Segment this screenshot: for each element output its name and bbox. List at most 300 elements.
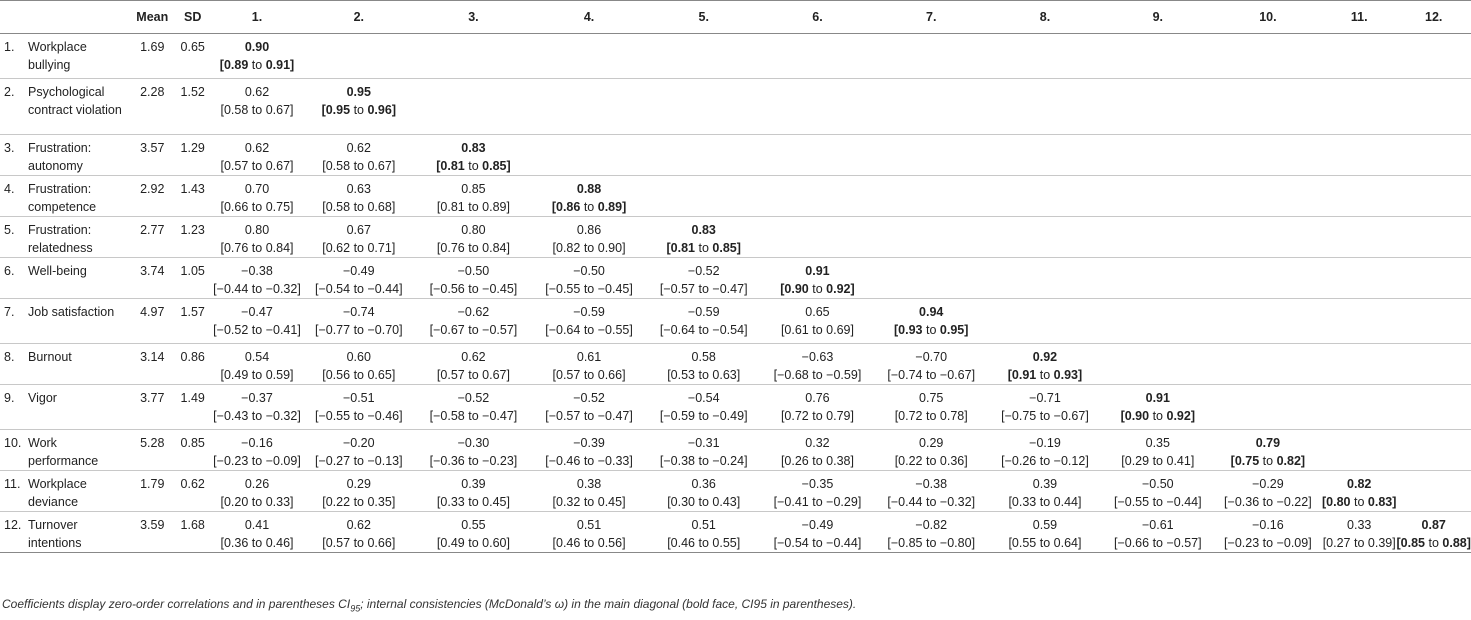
correlation-cell — [988, 471, 1102, 512]
confidence-interval: [0.56 to 0.65] — [322, 368, 396, 382]
coefficient: −0.70 — [915, 350, 948, 364]
coefficient: 0.58 — [691, 350, 716, 364]
ci-upper: −0.47 — [712, 282, 745, 296]
ci-lower: −0.77 — [318, 323, 351, 337]
ci-upper: 0.83 — [1367, 495, 1393, 509]
coefficient: −0.54 — [687, 391, 720, 405]
correlation-cell — [761, 430, 875, 471]
ci-separator: to — [1039, 454, 1051, 468]
coefficient: −0.19 — [1029, 436, 1061, 450]
coefficient: −0.52 — [687, 264, 720, 278]
ci-lower: −0.64 — [663, 323, 696, 337]
row-label — [0, 176, 131, 217]
ci-lower: −0.74 — [890, 368, 923, 382]
ci-separator: to — [698, 241, 709, 255]
ci-separator: to — [1262, 536, 1274, 550]
correlation-cell — [1322, 512, 1396, 553]
ci-lower: 0.57 — [440, 368, 465, 382]
coefficient: 0.39 — [461, 477, 486, 491]
correlation-cell — [302, 430, 416, 471]
ci-upper: −0.46 — [367, 409, 400, 423]
row-index: 7. — [4, 305, 15, 319]
confidence-interval: [0.81 to 0.85] — [666, 241, 741, 255]
correlation-cell — [302, 344, 416, 385]
sd-value: 1.43 — [180, 182, 205, 196]
ci-separator: to — [583, 454, 595, 468]
ci-lower: −0.55 — [548, 282, 581, 296]
mean-value: 1.69 — [140, 40, 165, 54]
correlation-cell — [302, 512, 416, 553]
column-header: 10. — [1259, 10, 1277, 24]
ci-upper: 0.44 — [1053, 495, 1079, 509]
empty-cell — [1322, 385, 1396, 430]
coefficient: 0.85 — [461, 182, 486, 196]
ci-upper: 0.56 — [597, 536, 623, 550]
confidence-interval: [0.32 to 0.45] — [552, 495, 626, 509]
column-header: 9. — [1152, 10, 1164, 24]
empty-cell — [874, 176, 988, 217]
confidence-interval: [−0.26 to −0.12] — [1001, 454, 1089, 468]
ci-separator: to — [1428, 536, 1439, 550]
correlation-cell — [416, 512, 532, 553]
correlation-cell — [531, 299, 647, 344]
correlation-cell — [212, 135, 302, 176]
reliability-cell — [1102, 385, 1214, 430]
coefficient: 0.91 — [805, 264, 830, 278]
row-variable-name: Frustration: autonomy — [28, 141, 92, 173]
confidence-interval: [−0.58 to −0.47] — [429, 409, 518, 423]
empty-cell — [988, 79, 1102, 135]
ci-upper: 0.55 — [712, 536, 737, 550]
ci-upper: −0.32 — [265, 409, 298, 423]
coefficient: −0.20 — [342, 436, 375, 450]
ci-separator: to — [353, 454, 364, 468]
ci-separator: to — [468, 409, 479, 423]
ci-upper: 0.92 — [1166, 409, 1191, 423]
row-variable-name: Workplace bullying — [28, 40, 87, 72]
coefficient: 0.91 — [1145, 391, 1170, 405]
ci-upper: 0.60 — [482, 536, 507, 550]
empty-cell — [874, 258, 988, 299]
row-variable-name: Vigor — [28, 391, 57, 405]
mean-value: 4.97 — [140, 305, 165, 319]
correlation-cell — [531, 217, 647, 258]
row-label — [0, 135, 131, 176]
coefficient: 0.51 — [576, 518, 602, 532]
ci-lower: −0.55 — [1117, 495, 1150, 509]
ci-upper: −0.49 — [712, 409, 745, 423]
correlation-cell — [302, 258, 416, 299]
confidence-interval: [−0.56 to −0.45] — [429, 282, 518, 296]
empty-cell — [1322, 79, 1396, 135]
ci-upper: −0.32 — [265, 282, 298, 296]
coefficient: −0.52 — [573, 391, 605, 405]
sd-value: 1.68 — [180, 518, 205, 532]
confidence-interval: [0.58 to 0.67] — [322, 159, 396, 173]
ci-upper: −0.09 — [1276, 536, 1309, 550]
ci-separator: to — [353, 495, 364, 509]
reliability-cell — [761, 258, 875, 299]
confidence-interval: [0.72 to 0.79] — [780, 409, 854, 423]
coefficient: −0.51 — [342, 391, 375, 405]
empty-cell — [1396, 135, 1471, 176]
empty-cell — [761, 34, 875, 79]
correlation-cell — [212, 176, 302, 217]
ci-upper: 0.64 — [1053, 536, 1079, 550]
ci-separator: to — [1039, 495, 1051, 509]
column-header: 3. — [468, 10, 479, 24]
coefficient: 0.55 — [461, 518, 486, 532]
ci-separator: to — [251, 282, 263, 296]
correlation-cell — [874, 385, 988, 430]
confidence-interval: [0.89 to 0.91] — [219, 58, 295, 72]
empty-cell — [1322, 258, 1396, 299]
correlation-cell — [988, 430, 1102, 471]
confidence-interval: [−0.57 to −0.47] — [659, 282, 748, 296]
ci-separator: to — [251, 103, 263, 117]
table-header — [0, 1, 1471, 34]
coefficient: 0.80 — [461, 223, 486, 237]
mean-value: 3.77 — [140, 391, 165, 405]
column-header: SD — [184, 10, 202, 24]
confidence-interval: [0.26 to 0.38] — [780, 454, 854, 468]
ci-upper: 0.89 — [482, 200, 507, 214]
ci-lower: −0.54 — [777, 536, 809, 550]
ci-lower: 0.58 — [325, 159, 351, 173]
empty-cell — [1396, 79, 1471, 135]
ci-separator: to — [251, 241, 263, 255]
empty-cell — [1322, 135, 1396, 176]
ci-lower: −0.75 — [1004, 409, 1037, 423]
table-row — [0, 258, 1471, 299]
ci-separator: to — [698, 454, 709, 468]
coefficient: 0.75 — [919, 391, 944, 405]
confidence-interval: [−0.55 to −0.44] — [1113, 495, 1202, 509]
ci-separator: to — [583, 241, 595, 255]
confidence-interval: [−0.23 to −0.09] — [213, 454, 301, 468]
confidence-interval: [−0.36 to −0.23] — [429, 454, 518, 468]
correlation-cell — [647, 430, 761, 471]
reliability-cell — [874, 299, 988, 344]
reliability-cell — [1322, 471, 1396, 512]
confidence-interval: [−0.38 to −0.24] — [659, 454, 748, 468]
ci-upper: 0.59 — [265, 368, 291, 382]
confidence-interval: [0.55 to 0.64] — [1008, 536, 1082, 550]
confidence-interval: [0.33 to 0.44] — [1008, 495, 1082, 509]
coefficient: −0.35 — [801, 477, 834, 491]
ci-upper: 0.66 — [367, 536, 392, 550]
correlation-cell — [416, 385, 532, 430]
correlation-cell — [212, 430, 302, 471]
ci-separator: to — [1039, 368, 1051, 382]
ci-upper: −0.70 — [367, 323, 400, 337]
coefficient: 0.29 — [346, 477, 371, 491]
confidence-interval: [0.58 to 0.68] — [322, 200, 396, 214]
ci-upper: 0.85 — [482, 159, 507, 173]
confidence-interval: [0.30 to 0.43] — [667, 495, 741, 509]
column-header: 12. — [1425, 10, 1443, 24]
ci-upper: 0.35 — [367, 495, 392, 509]
coefficient: 0.83 — [461, 141, 486, 155]
coefficient: −0.50 — [1141, 477, 1174, 491]
ci-upper: −0.44 — [1166, 495, 1199, 509]
confidence-interval: [−0.55 to −0.45] — [545, 282, 633, 296]
confidence-interval: [0.75 to 0.82] — [1230, 454, 1306, 468]
empty-cell — [988, 176, 1102, 217]
confidence-interval: [0.81 to 0.85] — [436, 159, 511, 173]
ci-upper: 0.65 — [367, 368, 392, 382]
ci-lower: 0.81 — [440, 200, 465, 214]
confidence-interval: [−0.52 to −0.41] — [213, 323, 301, 337]
row-index: 11. — [4, 477, 21, 491]
ci-lower: 0.58 — [325, 200, 351, 214]
ci-lower: 0.49 — [440, 536, 465, 550]
ci-separator: to — [251, 58, 263, 72]
confidence-interval: [0.80 to 0.83] — [1322, 495, 1397, 509]
coefficient: 0.79 — [1255, 436, 1281, 450]
row-index: 6. — [4, 264, 15, 278]
ci-separator: to — [1152, 536, 1164, 550]
coefficient: −0.38 — [241, 264, 273, 278]
correlation-cell — [647, 512, 761, 553]
ci-separator: to — [1039, 536, 1051, 550]
coefficient: −0.71 — [1029, 391, 1061, 405]
ci-lower: 0.85 — [1400, 536, 1426, 550]
coefficient: 0.36 — [691, 477, 716, 491]
empty-cell — [647, 135, 761, 176]
ci-separator: to — [698, 282, 709, 296]
ci-upper: −0.55 — [597, 323, 630, 337]
ci-separator: to — [468, 241, 479, 255]
confidence-interval: [0.72 to 0.78] — [894, 409, 968, 423]
ci-separator: to — [583, 200, 595, 214]
ci-upper: 0.88 — [1442, 536, 1467, 550]
correlation-cell — [416, 176, 532, 217]
empty-cell — [988, 34, 1102, 79]
empty-cell — [874, 135, 988, 176]
ci-lower: 0.62 — [325, 241, 351, 255]
ci-lower: 0.80 — [1326, 495, 1351, 509]
confidence-interval: [−0.55 to −0.46] — [314, 409, 403, 423]
row-index: 9. — [4, 391, 15, 405]
ci-separator: to — [583, 409, 595, 423]
ci-upper: −0.41 — [265, 323, 298, 337]
table-row — [0, 217, 1471, 258]
row-index: 2. — [4, 85, 15, 99]
ci-separator: to — [353, 159, 364, 173]
correlation-cell — [1102, 471, 1214, 512]
ci-separator: to — [251, 536, 263, 550]
column-header: 11. — [1350, 10, 1368, 24]
row-index: 5. — [4, 223, 15, 237]
confidence-interval: [0.95 to 0.96] — [321, 103, 396, 117]
ci-lower: −0.38 — [663, 454, 696, 468]
ci-separator: to — [251, 409, 263, 423]
confidence-interval: [−0.41 to −0.29] — [773, 495, 862, 509]
confidence-interval: [−0.44 to −0.32] — [887, 495, 976, 509]
ci-separator: to — [1039, 409, 1051, 423]
ci-lower: 0.72 — [784, 409, 809, 423]
empty-cell — [1214, 344, 1322, 385]
coefficient: −0.16 — [1252, 518, 1284, 532]
ci-upper: 0.67 — [265, 103, 291, 117]
ci-lower: −0.58 — [433, 409, 465, 423]
correlation-cell — [212, 512, 302, 553]
ci-separator: to — [583, 323, 595, 337]
row-label — [0, 471, 131, 512]
confidence-interval: [−0.67 to −0.57] — [429, 323, 518, 337]
correlation-cell — [988, 385, 1102, 430]
correlation-cell — [212, 344, 302, 385]
coefficient: −0.31 — [687, 436, 720, 450]
reliability-cell — [1214, 430, 1322, 471]
ci-separator: to — [468, 454, 479, 468]
ci-upper: −0.54 — [712, 323, 745, 337]
ci-upper: −0.67 — [939, 368, 972, 382]
ci-lower: 0.22 — [898, 454, 923, 468]
ci-separator: to — [698, 409, 709, 423]
ci-separator: to — [583, 495, 595, 509]
ci-lower: −0.54 — [318, 282, 351, 296]
empty-cell — [1322, 430, 1396, 471]
sd-value: 1.52 — [180, 85, 205, 99]
empty-cell — [1102, 79, 1214, 135]
ci-separator: to — [251, 368, 263, 382]
confidence-interval: [−0.27 to −0.13] — [314, 454, 403, 468]
row-variable-name: Workplace deviance — [28, 477, 87, 509]
ci-separator: to — [926, 409, 937, 423]
correlation-cell — [302, 299, 416, 344]
empty-cell — [1102, 176, 1214, 217]
ci-separator: to — [1354, 536, 1365, 550]
correlation-cell — [1102, 512, 1214, 553]
confidence-interval: [0.57 to 0.67] — [220, 159, 294, 173]
ci-separator: to — [468, 368, 479, 382]
correlation-cell — [212, 471, 302, 512]
coefficient: 0.65 — [805, 305, 830, 319]
empty-cell — [761, 79, 875, 135]
empty-cell — [647, 34, 761, 79]
confidence-interval: [0.46 to 0.56] — [552, 536, 626, 550]
ci-separator: to — [353, 536, 364, 550]
ci-lower: 0.72 — [898, 409, 923, 423]
coefficient: 0.94 — [919, 305, 944, 319]
ci-lower: −0.41 — [777, 495, 809, 509]
coefficient: 0.54 — [244, 350, 270, 364]
confidence-interval: [−0.75 to −0.67] — [1001, 409, 1089, 423]
coefficient: 0.61 — [576, 350, 602, 364]
empty-cell — [1214, 79, 1322, 135]
confidence-interval: [−0.59 to −0.49] — [659, 409, 748, 423]
ci-upper: −0.57 — [1166, 536, 1199, 550]
ci-separator: to — [353, 368, 364, 382]
row-label — [0, 299, 131, 344]
ci-upper: 0.84 — [265, 241, 291, 255]
mean-value: 2.77 — [140, 223, 165, 237]
row-variable-name: Burnout — [28, 350, 72, 364]
confidence-interval: [0.49 to 0.59] — [220, 368, 294, 382]
coefficient: −0.39 — [573, 436, 605, 450]
ci-upper: 0.45 — [597, 495, 623, 509]
sd-value: 1.05 — [180, 264, 205, 278]
ci-upper: −0.67 — [1053, 409, 1086, 423]
empty-cell — [1102, 217, 1214, 258]
confidence-interval: [0.62 to 0.71] — [322, 241, 396, 255]
mean-value: 3.14 — [140, 350, 165, 364]
row-index: 4. — [4, 182, 15, 196]
coefficient: 0.35 — [1145, 436, 1170, 450]
ci-separator: to — [812, 323, 823, 337]
ci-upper: −0.29 — [826, 495, 858, 509]
ci-upper: −0.45 — [482, 282, 514, 296]
coefficient: 0.62 — [346, 518, 371, 532]
confidence-interval: [0.49 to 0.60] — [436, 536, 510, 550]
ci-upper: −0.13 — [367, 454, 400, 468]
ci-upper: 0.45 — [482, 495, 507, 509]
ci-lower: −0.44 — [890, 495, 923, 509]
confidence-interval: [0.85 to 0.88] — [1396, 536, 1471, 550]
row-variable-name: Frustration: relatedness — [28, 223, 93, 255]
table-row — [0, 344, 1471, 385]
reliability-cell — [302, 79, 416, 135]
ci-separator: to — [926, 368, 937, 382]
empty-cell — [761, 135, 875, 176]
correlation-cell — [761, 385, 875, 430]
ci-separator: to — [698, 323, 709, 337]
ci-upper: 0.63 — [712, 368, 737, 382]
ci-lower: −0.36 — [433, 454, 465, 468]
confidence-interval: [−0.46 to −0.33] — [545, 454, 633, 468]
ci-upper: 0.79 — [826, 409, 851, 423]
empty-cell — [1214, 258, 1322, 299]
confidence-interval: [0.90 to 0.92] — [780, 282, 855, 296]
coefficient: 0.80 — [244, 223, 270, 237]
ci-upper: −0.24 — [712, 454, 745, 468]
confidence-interval: [0.58 to 0.67] — [220, 103, 294, 117]
empty-cell — [1102, 344, 1214, 385]
ci-separator: to — [812, 536, 823, 550]
confidence-interval: [0.81 to 0.89] — [436, 200, 510, 214]
coefficient: 0.87 — [1421, 518, 1446, 532]
correlation-cell — [1214, 471, 1322, 512]
confidence-interval: [−0.85 to −0.80] — [887, 536, 976, 550]
ci-separator: to — [1152, 454, 1164, 468]
ci-separator: to — [698, 536, 709, 550]
ci-upper: 0.90 — [597, 241, 623, 255]
mean-value: 1.79 — [140, 477, 165, 491]
coefficient: −0.47 — [241, 305, 273, 319]
ci-upper: 0.33 — [265, 495, 291, 509]
correlation-cell — [761, 512, 875, 553]
correlation-cell — [302, 217, 416, 258]
ci-upper: 0.38 — [826, 454, 851, 468]
empty-cell — [1396, 299, 1471, 344]
ci-lower: 0.46 — [670, 536, 696, 550]
confidence-interval: [0.66 to 0.75] — [220, 200, 294, 214]
ci-lower: −0.56 — [433, 282, 465, 296]
ci-upper: 0.71 — [367, 241, 392, 255]
column-header: 6. — [812, 10, 823, 24]
ci-upper: 0.78 — [939, 409, 965, 423]
empty-cell — [988, 299, 1102, 344]
ci-upper: 0.92 — [826, 282, 851, 296]
correlation-cell — [416, 258, 532, 299]
row-label — [0, 34, 131, 79]
table-row — [0, 430, 1471, 471]
empty-cell — [1214, 385, 1322, 430]
ci-lower: −0.52 — [216, 323, 249, 337]
ci-upper: −0.32 — [939, 495, 972, 509]
